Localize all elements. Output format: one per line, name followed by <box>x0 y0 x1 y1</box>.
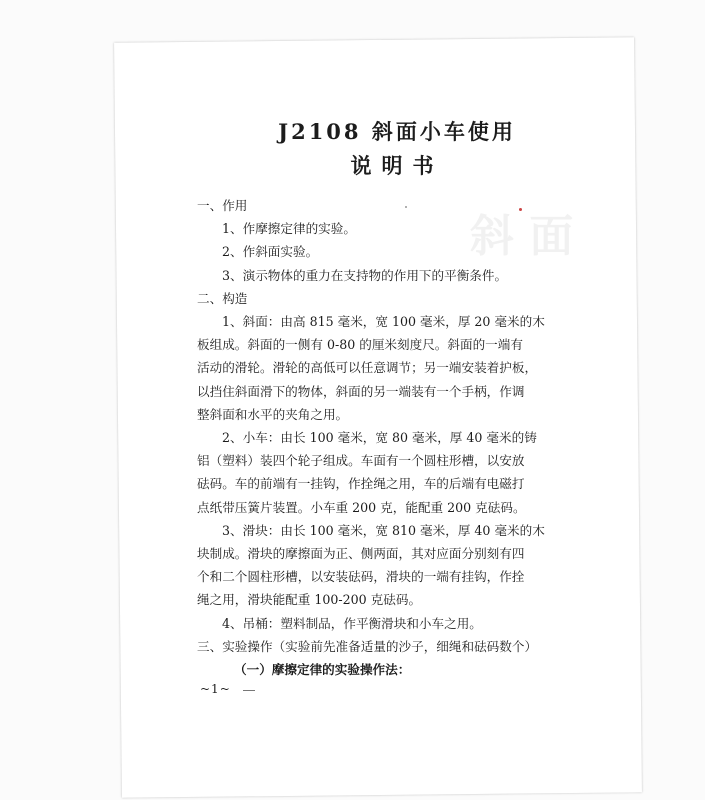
section-heading: 一、作用 <box>197 198 248 213</box>
paragraph-line: 砝码。车的前端有一挂钩，作拴绳之用，车的后端有电磁打 <box>197 476 525 492</box>
paragraph-line: 活动的滑轮。滑轮的高低可以任意调节；另一端安装着护板， <box>197 360 538 376</box>
paragraph-line: 以挡住斜面滑下的物体，斜面的另一端装有一个手柄，作调 <box>197 383 525 399</box>
paragraph-cart <box>197 426 597 519</box>
paragraph-line: 铝（塑料）装四个轮子组成。车面有一个圆柱形槽，以安放 <box>197 453 525 469</box>
paragraph-line: 绳之用，滑块能配重 100-200 克砝码。 <box>197 592 422 608</box>
title-line-1: J2108 斜面小车使用 <box>278 119 516 144</box>
paragraph-line: 4、吊桶：塑料制品，作平衡滑块和小车之用。 <box>222 615 482 631</box>
paragraph-slope <box>197 310 597 426</box>
paragraph-bucket <box>197 612 597 635</box>
paragraph-line: 整斜面和水平的夹角之用。 <box>197 406 349 422</box>
paragraph-line: 点纸带压簧片装置。小车重 200 克，能配重 200 克砝码。 <box>197 499 526 515</box>
list-item: 1、作摩擦定律的实验。 <box>222 221 356 237</box>
subsection-heading: （一）摩擦定律的实验操作法： <box>234 662 411 678</box>
list-item: 2、作斜面实验。 <box>222 244 319 260</box>
paragraph-line: 3、滑块：由长 100 毫米，宽 810 毫米，厚 40 毫米的木 <box>222 522 545 538</box>
paragraph-slider <box>197 519 597 612</box>
paragraph-line: 块制成。滑块的摩擦面为正、侧两面，其对应面分别刻有四 <box>197 546 525 562</box>
paragraph-line: 板组成。斜面的一侧有 0-80 的厘米刻度尺。斜面的一端有 <box>197 337 523 353</box>
section-heading: 三、实验操作（实验前先准备适量的沙子，细绳和砝码数个） <box>197 638 538 654</box>
title-line-2: 说明书 <box>350 153 444 178</box>
paragraph-line: 个和二个圆柱形槽，以安装砝码，滑块的一端有挂钩，作拴 <box>197 569 525 585</box>
document-body <box>197 118 597 681</box>
page-number-dash <box>243 690 255 691</box>
list-item: 3、演示物体的重力在支持物的作用下的平衡条件。 <box>222 267 508 283</box>
paragraph-line: 2、小车：由长 100 毫米，宽 80 毫米，厚 40 毫米的铸 <box>222 430 537 446</box>
paragraph-line: 1、斜面：由高 815 毫米，宽 100 毫米，厚 20 毫米的木 <box>222 314 545 330</box>
section-heading: 二、构造 <box>197 290 248 306</box>
page-number: ~1~ <box>200 682 231 696</box>
